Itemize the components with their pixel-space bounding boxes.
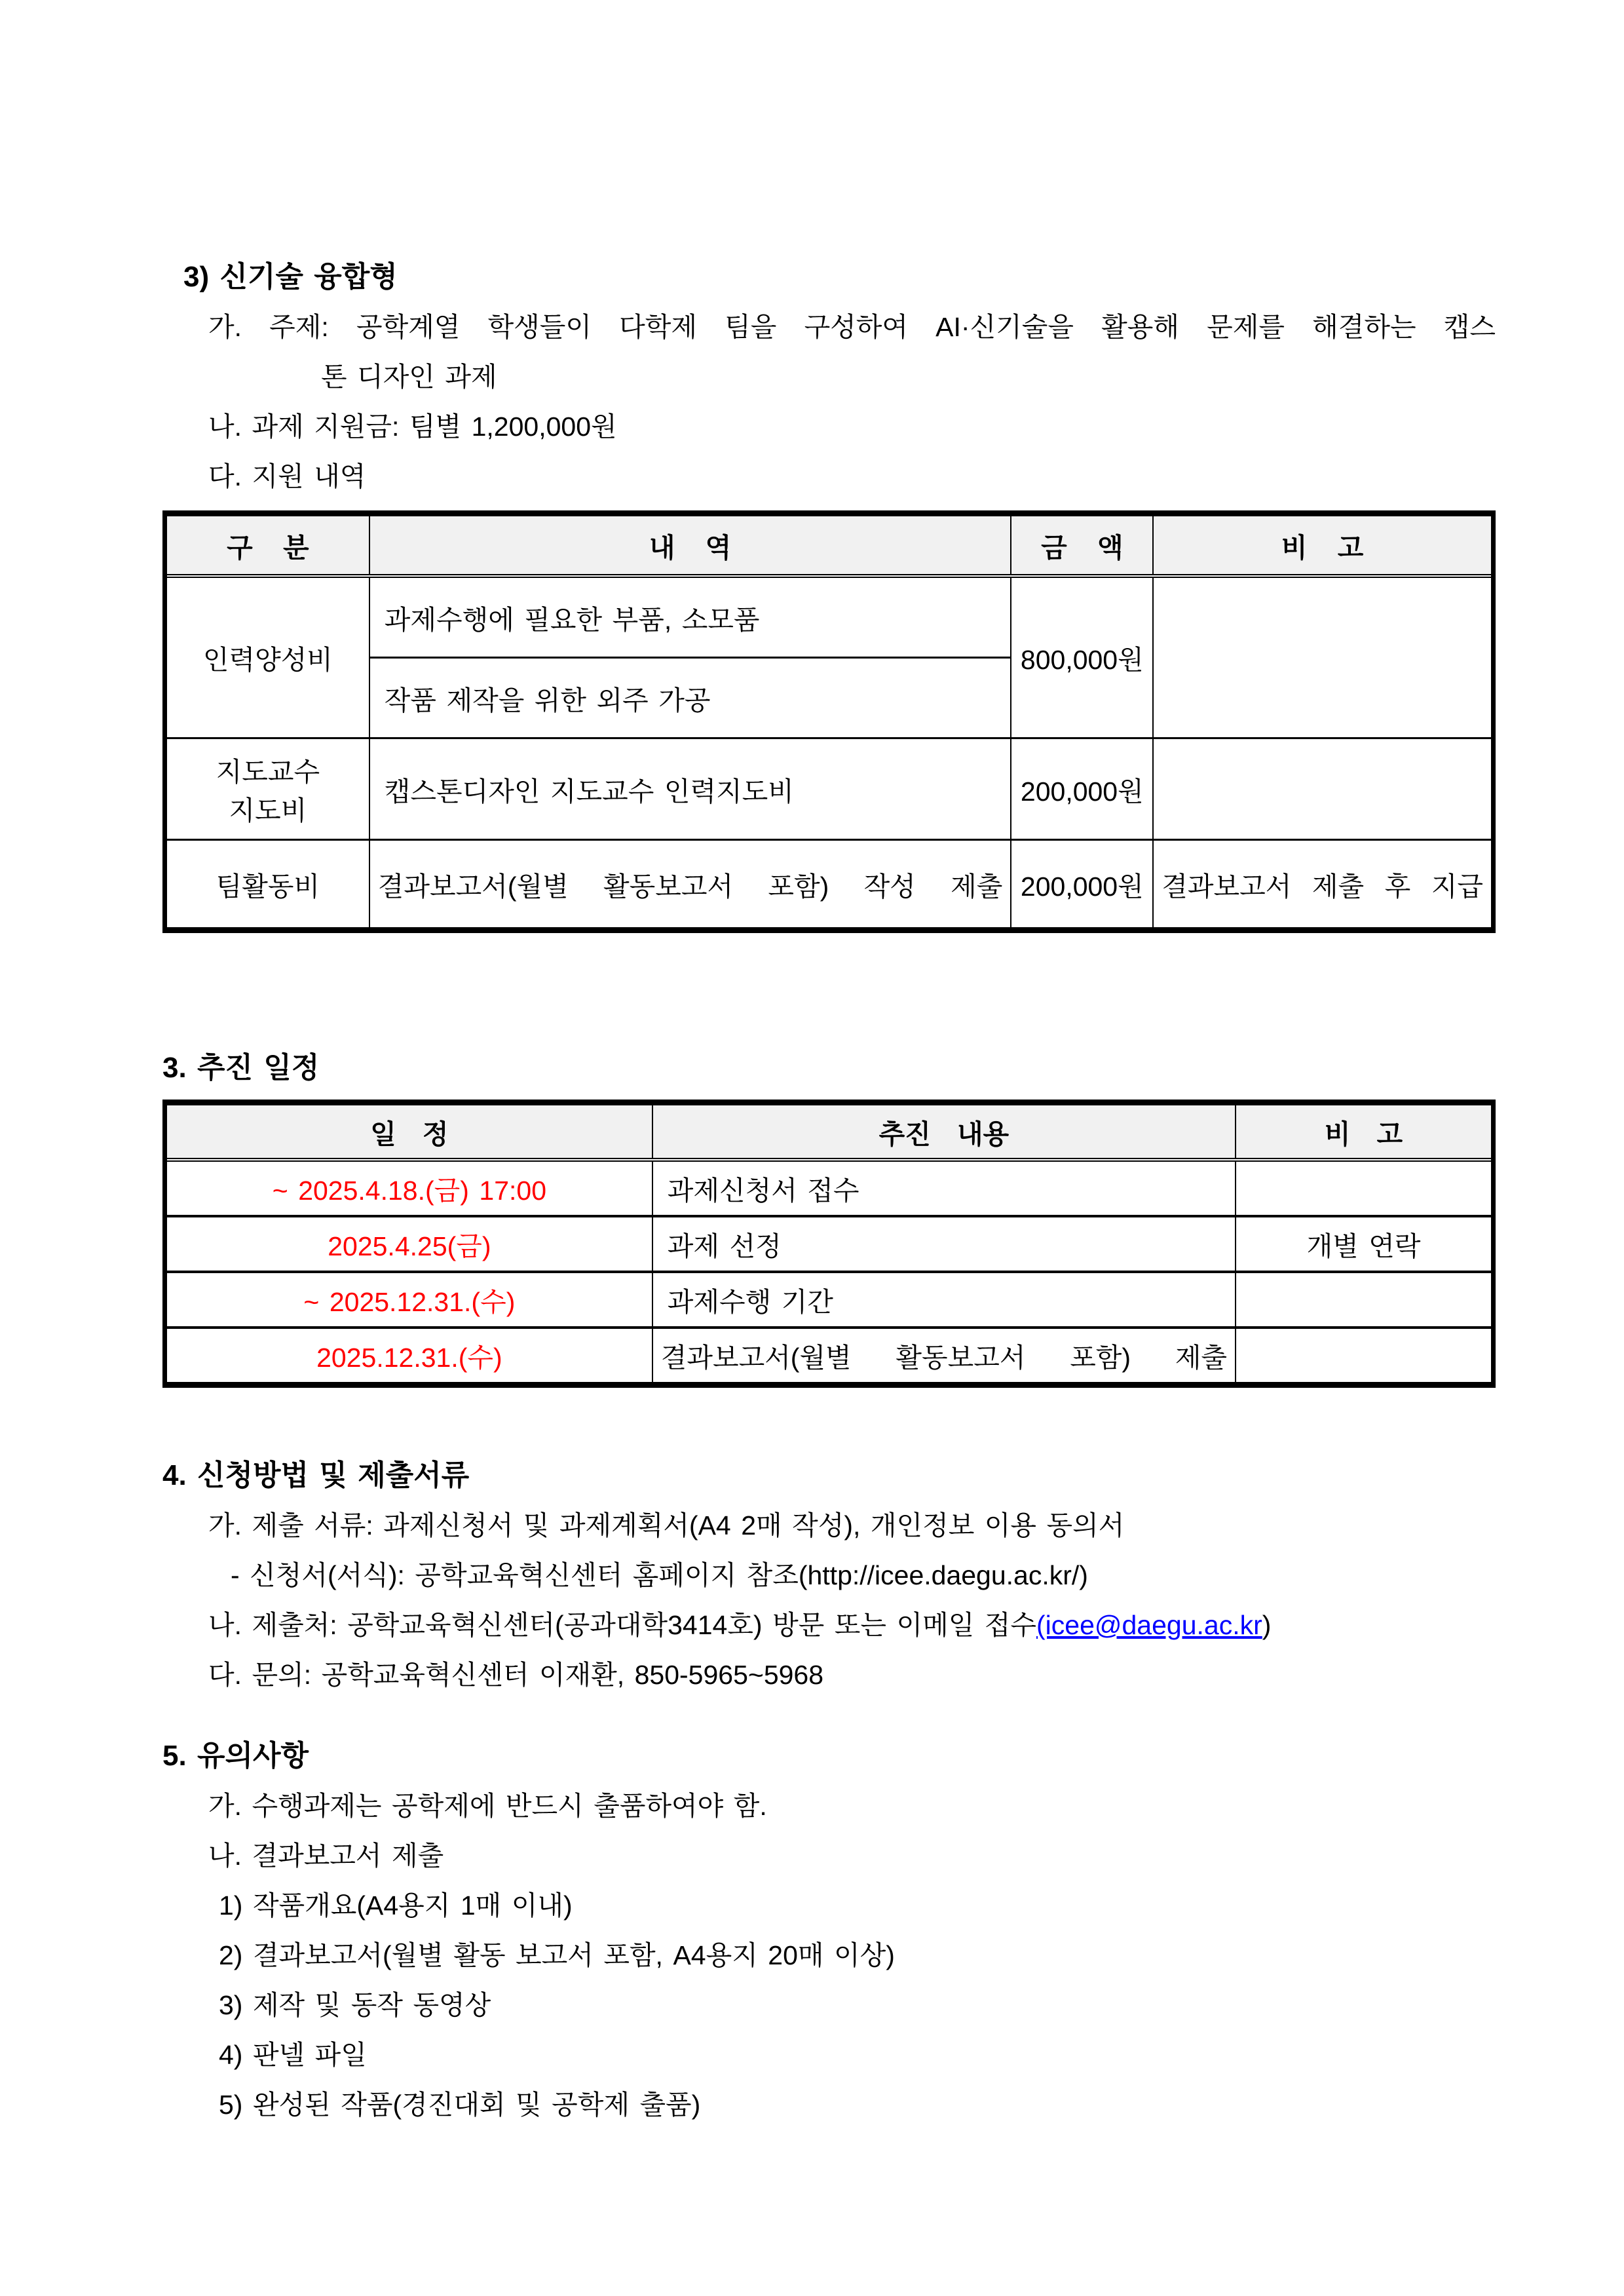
schedule-note-report xyxy=(1236,1328,1493,1385)
list-item: 4) 판넬 파일 xyxy=(219,2040,367,2070)
apply-item-submit-to-text: 나. 제출처: 공학교육혁신센터(공과대학3414호) 방문 또는 이메일 접수 xyxy=(208,1610,1036,1640)
notice-item-exhibit: 가. 수행과제는 공학제에 반드시 출품하여야 함. xyxy=(208,1791,767,1821)
support-table-header-row xyxy=(165,514,1494,577)
tech-item-topic-line2: 톤 디자인 과제 xyxy=(321,362,497,392)
support-header-detail: 내 역 xyxy=(369,514,1011,577)
schedule-date-report: 2025.12.31.(수) xyxy=(165,1328,652,1385)
support-detail-outsourcing: 작품 제작을 위한 외주 가공 xyxy=(369,658,1011,738)
support-header-amount: 금 액 xyxy=(1011,514,1153,577)
support-amount-manpower: 800,000원 xyxy=(1011,576,1153,738)
table-row xyxy=(165,840,1494,930)
schedule-content-perform: 과제수행 기간 xyxy=(652,1272,1236,1328)
support-amount-advisor: 200,000원 xyxy=(1011,738,1153,840)
support-header-note: 비 고 xyxy=(1153,514,1493,577)
schedule-header-note: 비 고 xyxy=(1236,1103,1493,1160)
apply-item-form-reference: - 신청서(서식): 공학교육혁신센터 홈페이지 참조(http://icee.daegu.ac.kr/) xyxy=(231,1560,1088,1590)
list-item: 3) 제작 및 동작 동영상 xyxy=(219,1990,491,2020)
tech-item-topic-line1: 가. 주제: 공학계열 학생들이 다학제 팀을 구성하여 AI·신기술을 활용해 문제를 해결하는 캡스 xyxy=(208,312,1496,342)
schedule-date-apply: ~ 2025.4.18.(금) 17:00 xyxy=(165,1160,652,1216)
schedule-content-select: 과제 선정 xyxy=(652,1216,1236,1272)
table-row xyxy=(165,738,1494,840)
support-note-team: 결과보고서 제출 후 지급 xyxy=(1153,840,1493,930)
support-category-manpower: 인력양성비 xyxy=(165,576,369,738)
table-row xyxy=(165,1216,1494,1272)
notice-item-report-submit: 나. 결과보고서 제출 xyxy=(208,1841,444,1871)
schedule-content-apply: 과제신청서 접수 xyxy=(652,1160,1236,1216)
tech-section-heading: 3) 신기술 융합형 xyxy=(183,261,398,293)
schedule-date-select: 2025.4.25(금) xyxy=(165,1216,652,1272)
tech-item-support-detail: 다. 지원 내역 xyxy=(208,461,366,491)
schedule-header-content: 추진 내용 xyxy=(652,1103,1236,1160)
support-category-advisor-line2: 지도비 xyxy=(229,795,307,826)
list-item: 1) 작품개요(A4용지 1매 이내) xyxy=(219,1890,573,1921)
apply-item-documents: 가. 제출 서류: 과제신청서 및 과제계획서(A4 2매 작성), 개인정보 이용 동의서 xyxy=(208,1510,1125,1540)
support-amount-team: 200,000원 xyxy=(1011,840,1153,930)
support-detail-parts: 과제수행에 필요한 부품, 소모품 xyxy=(369,576,1011,658)
schedule-section-heading: 3. 추진 일정 xyxy=(162,1052,320,1084)
apply-section-heading: 4. 신청방법 및 제출서류 xyxy=(162,1459,470,1491)
schedule-note-apply xyxy=(1236,1160,1493,1216)
support-detail-advisor: 캡스톤디자인 지도교수 인력지도비 xyxy=(369,738,1011,840)
apply-item-submit-to xyxy=(162,1600,1496,1650)
schedule-content-report: 결과보고서(월별 활동보고서 포함) 제출 xyxy=(652,1328,1236,1385)
apply-item-submit-to-suffix: ) xyxy=(1262,1610,1272,1640)
table-row xyxy=(165,1160,1494,1216)
tech-item-grant: 나. 과제 지원금: 팀별 1,200,000원 xyxy=(208,411,617,442)
schedule-note-select: 개별 연락 xyxy=(1236,1216,1493,1272)
apply-item-contact: 다. 문의: 공학교육혁신센터 이재환, 850-5965~5968 xyxy=(208,1660,824,1690)
support-note-manpower xyxy=(1153,576,1493,738)
table-row xyxy=(165,576,1494,658)
table-row xyxy=(165,1272,1494,1328)
support-header-category: 구 분 xyxy=(165,514,369,577)
schedule-table xyxy=(162,1100,1496,1388)
email-link[interactable]: (icee@daegu.ac.kr xyxy=(1036,1610,1262,1640)
table-row xyxy=(165,1328,1494,1385)
support-category-advisor xyxy=(165,738,369,840)
schedule-table-header-row xyxy=(165,1103,1494,1160)
support-note-advisor xyxy=(1153,738,1493,840)
list-item: 5) 완성된 작품(경진대회 및 공학제 출품) xyxy=(219,2090,701,2120)
support-category-advisor-line1: 지도교수 xyxy=(216,757,320,787)
notice-section-heading: 5. 유의사항 xyxy=(162,1740,309,1772)
schedule-header-date: 일 정 xyxy=(165,1103,652,1160)
list-item: 2) 결과보고서(월별 활동 보고서 포함, A4용지 20매 이상) xyxy=(219,1940,895,1970)
schedule-date-perform: ~ 2025.12.31.(수) xyxy=(165,1272,652,1328)
support-detail-team: 결과보고서(월별 활동보고서 포함) 작성 제출 xyxy=(369,840,1011,930)
support-items-table xyxy=(162,510,1496,933)
schedule-note-perform xyxy=(1236,1272,1493,1328)
support-category-team: 팀활동비 xyxy=(165,840,369,930)
